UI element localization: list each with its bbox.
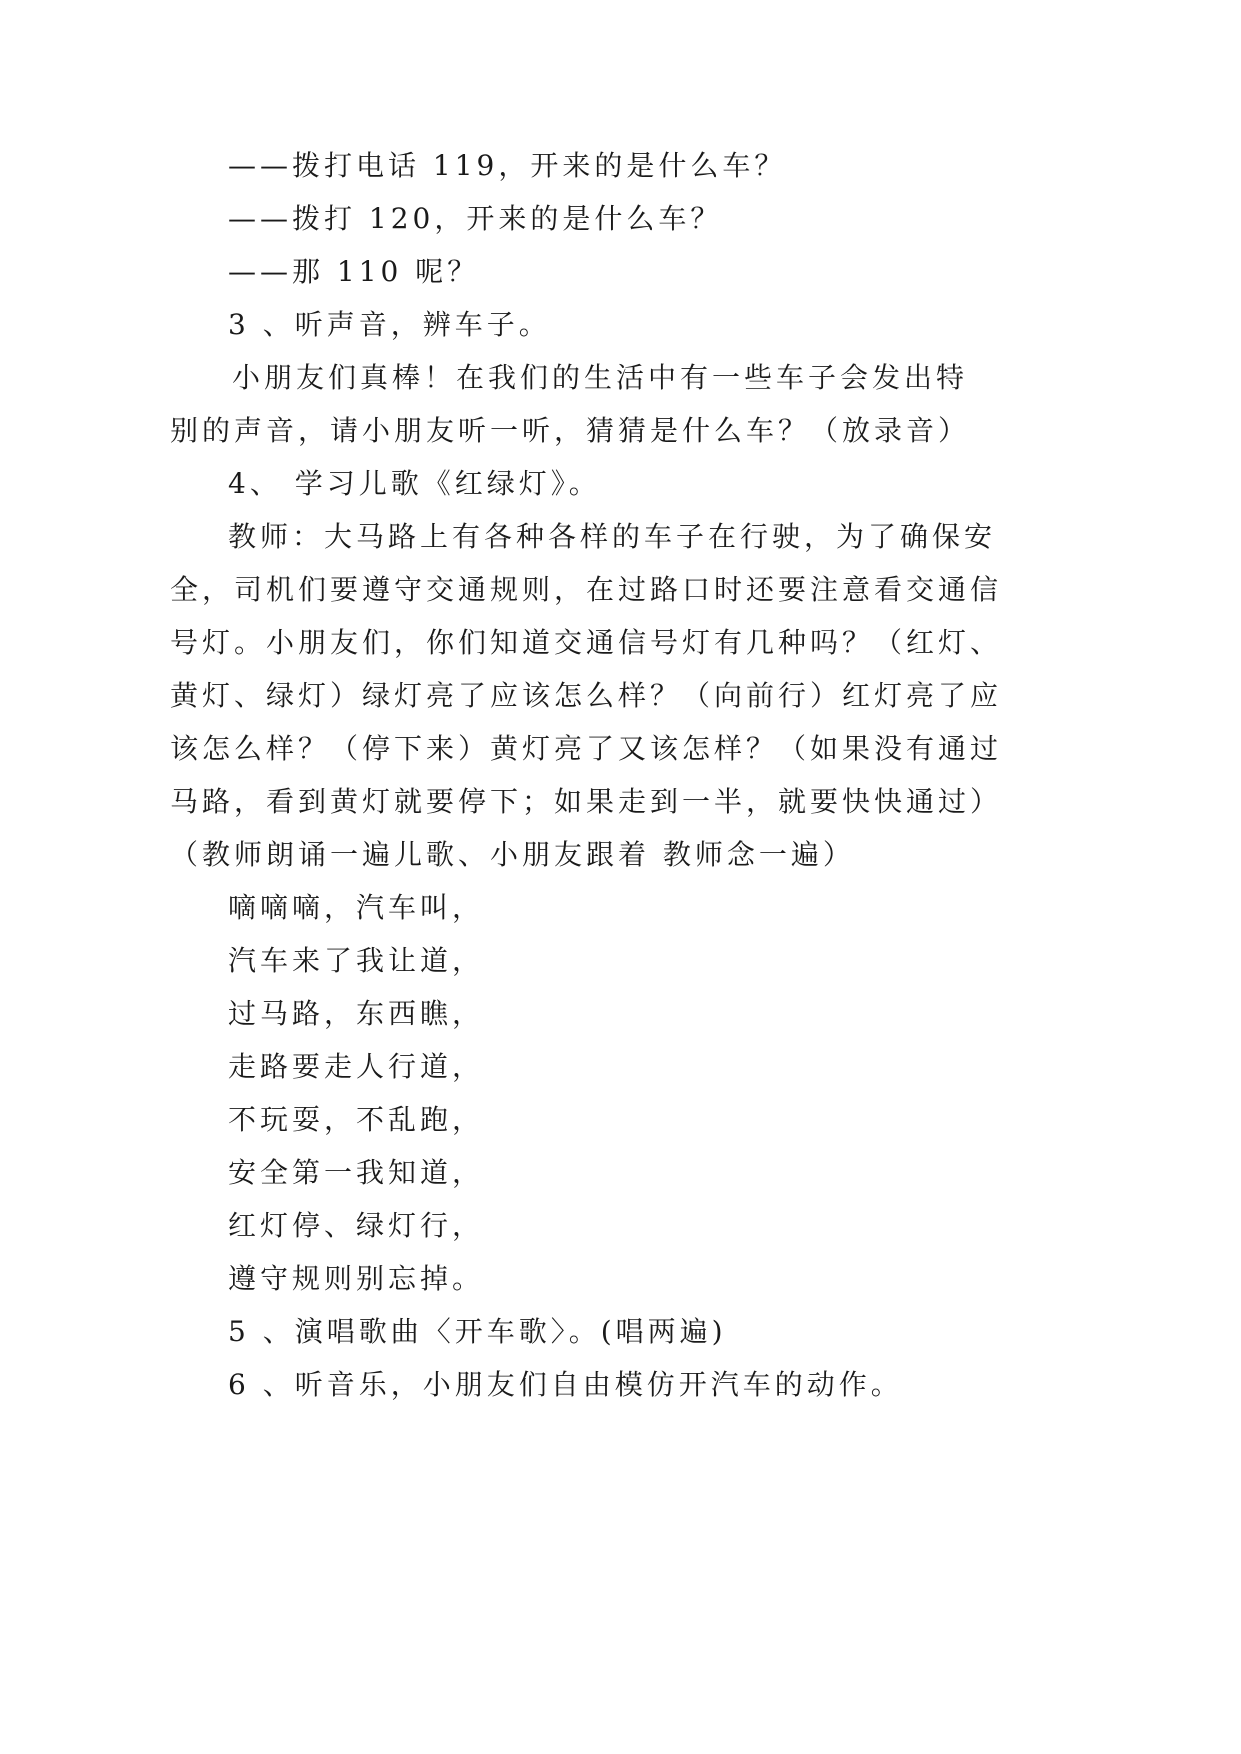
poem-line: 安全第一我知道， <box>228 1156 485 1189</box>
text-line: 马路，看到黄灯就要停下；如果走到一半，就要快快通过） <box>170 785 1003 818</box>
text-line: ——那 110 呢？ <box>228 255 480 288</box>
poem-line: 嘀嘀嘀，汽车叫， <box>228 891 485 924</box>
text-line: 别的声音，请小朋友听一听，猜猜是什么车？（放录音） <box>170 414 971 447</box>
text-line: ——拨打 120，开来的是什么车？ <box>228 202 723 235</box>
text-line: ——拨打电话 119，开来的是什么车？ <box>228 149 787 182</box>
poem-line: 过马路，东西瞧， <box>228 997 485 1030</box>
poem-line: 遵守规则别忘掉。 <box>228 1262 485 1295</box>
section-heading: 4、 学习儿歌《红绿灯》。 <box>228 467 601 500</box>
text-line: 黄灯、绿灯）绿灯亮了应该怎么样？（向前行）红灯亮了应 <box>170 679 1003 712</box>
text-line: 教师：大马路上有各种各样的车子在行驶，为了确保安 <box>228 520 997 553</box>
text-line: （教师朗诵一遍儿歌、小朋友跟着 教师念一遍） <box>170 838 855 871</box>
text-line: 小朋友们真棒！在我们的生活中有一些车子会发出特 <box>232 361 969 394</box>
text-line: 该怎么样？（停下来）黄灯亮了又该怎样？（如果没有通过 <box>170 732 1003 765</box>
poem-line: 走路要走人行道， <box>228 1050 485 1083</box>
poem-line: 红灯停、绿灯行， <box>228 1209 485 1242</box>
section-heading: 5 、演唱歌曲〈开车歌〉。(唱两遍) <box>228 1315 727 1348</box>
section-heading: 6 、听音乐，小朋友们自由模仿开汽车的动作。 <box>228 1368 903 1401</box>
poem-line: 不玩耍，不乱跑， <box>228 1103 485 1136</box>
poem-line: 汽车来了我让道， <box>228 944 485 977</box>
text-line: 全，司机们要遵守交通规则，在过路口时还要注意看交通信 <box>170 573 1003 606</box>
section-heading: 3 、听声音，辨车子。 <box>228 308 551 341</box>
text-line: 号灯。小朋友们，你们知道交通信号灯有几种吗？（红灯、 <box>170 626 1003 659</box>
